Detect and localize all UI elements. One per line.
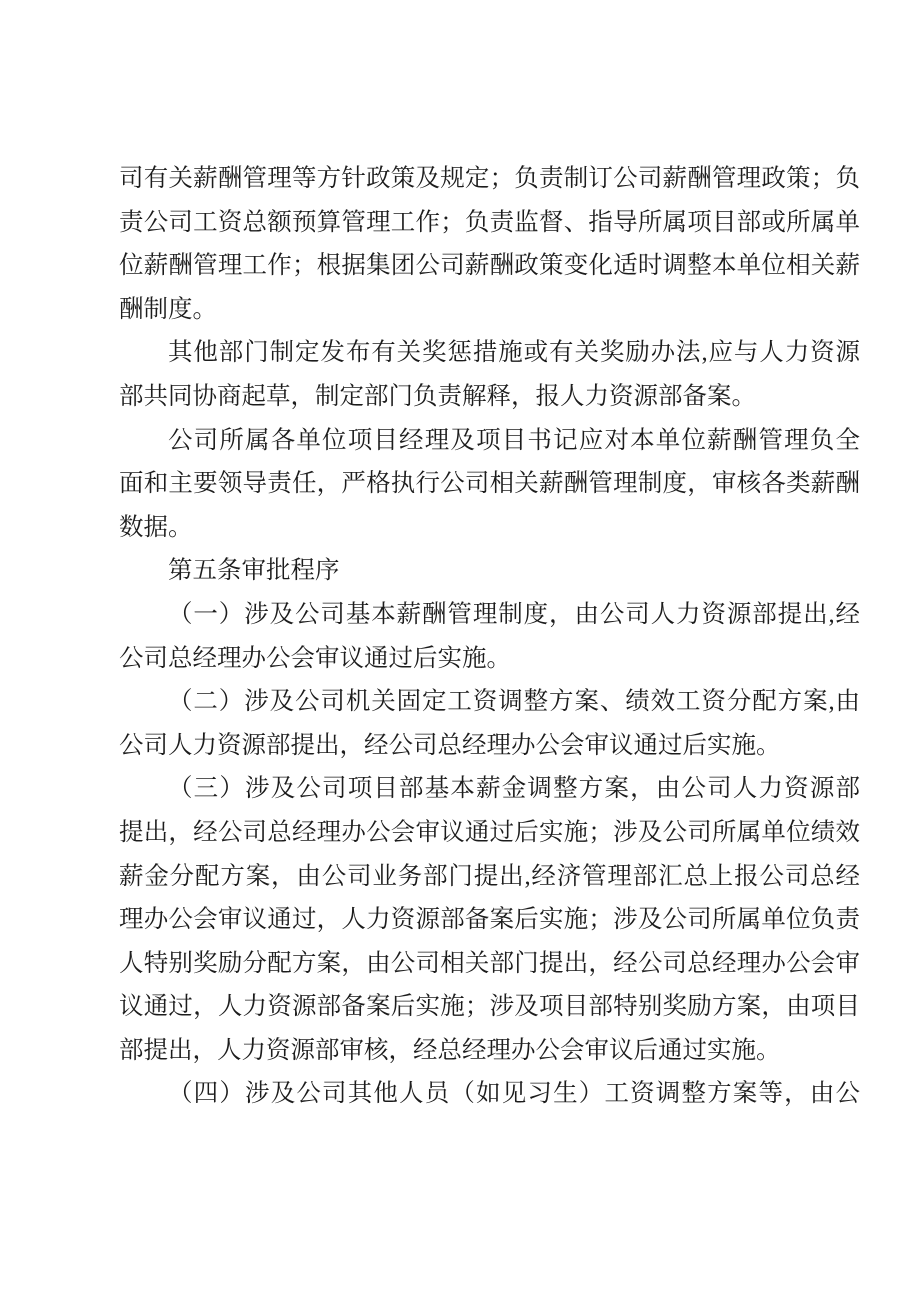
text-line: 人特别奖励分配方案，由公司相关部门提出，经公司总经理办公会审 bbox=[119, 949, 860, 977]
text-line: 司有关薪酬管理等方针政策及规定；负责制订公司薪酬管理政策；负 bbox=[119, 165, 860, 192]
text-line: 提出，经公司总经理办公会审议通过后实施；涉及公司所属单位绩效 bbox=[119, 818, 860, 846]
text-line: 面和主要领导责任，严格执行公司相关薪酬管理制度，审核各类薪酬 bbox=[119, 470, 860, 498]
document-text-block bbox=[119, 157, 860, 1116]
text-line: 其他部门制定发布有关奖惩措施或有关奖励办法,应与人力资源 bbox=[168, 339, 860, 367]
text-line: 数据。 bbox=[119, 513, 193, 541]
text-line: 位薪酬管理工作；根据集团公司薪酬政策变化适时调整本单位相关薪 bbox=[119, 252, 860, 280]
text-line: （四）涉及公司其他人员（如见习生）工资调整方案等，由公 bbox=[168, 1080, 860, 1108]
text-line: 部共同协商起草，制定部门负责解释，报人力资源部备案。 bbox=[119, 382, 756, 410]
text-line: 酬制度。 bbox=[119, 295, 217, 323]
text-line: （三）涉及公司项目部基本薪金调整方案，由公司人力资源部 bbox=[168, 775, 860, 803]
text-line: 公司人力资源部提出，经公司总经理办公会审议通过后实施。 bbox=[119, 731, 781, 759]
text-line: 议通过，人力资源部备案后实施；涉及项目部特别奖励方案，由项目 bbox=[119, 993, 860, 1021]
text-line: 责公司工资总额预算管理工作；负责监督、指导所属项目部或所属单 bbox=[119, 208, 860, 236]
text-line: （一）涉及公司基本薪酬管理制度，由公司人力资源部提出,经 bbox=[168, 600, 860, 628]
text-line: （二）涉及公司机关固定工资调整方案、绩效工资分配方案,由 bbox=[168, 688, 860, 716]
text-line: 公司所属各单位项目经理及项目书记应对本单位薪酬管理负全 bbox=[168, 426, 860, 454]
text-line: 薪金分配方案，由公司业务部门提出,经济管理部汇总上报公司总经 bbox=[119, 862, 860, 890]
text-line: 理办公会审议通过，人力资源部备案后实施；涉及公司所属单位负责 bbox=[119, 906, 860, 934]
text-line: 部提出，人力资源部审核，经总经理办公会审议后通过实施。 bbox=[119, 1036, 781, 1064]
text-line: 公司总经理办公会审议通过后实施。 bbox=[119, 644, 511, 672]
section-heading-line: 第五条审批程序 bbox=[168, 557, 340, 585]
